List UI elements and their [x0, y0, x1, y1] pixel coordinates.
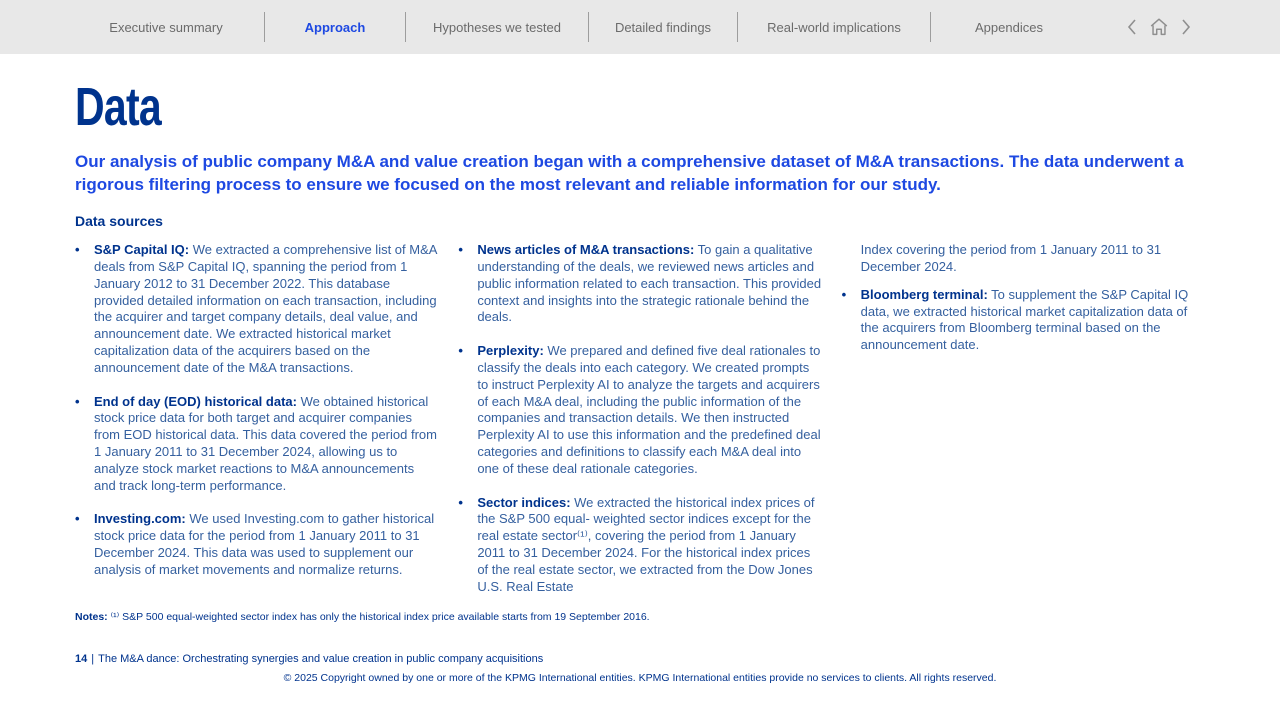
bullet-body: We prepared and defined five deal rationales to classify the deals into each category. We created prompts to instruct Perplexity AI to analyze the targets and acquirers of each M&A deal, including the public information of the companies and transaction details. We then instructed Perplexity AI to use this information and the predefined deal categories and definitions to classify each M&A deal into one of these deal rationale categories.: [477, 343, 821, 476]
bullet-icon: [75, 394, 94, 495]
bullet-text: [477, 242, 821, 326]
footer-separator: |: [91, 653, 95, 665]
list-item: [75, 242, 438, 376]
bullet-text: [94, 242, 438, 376]
report-title: The M&A dance: Orchestrating synergies and value creation in public company acquisitions: [98, 653, 544, 665]
sector-indices-continuation: Index covering the period from 1 January 2011 to 31 December 2024.: [860, 242, 1162, 275]
bullet-body: To gain a qualitative understanding of the deals, we reviewed news articles and public information related to each transaction. This provided context and insights into the strategic rationale behind the deals.: [477, 242, 822, 325]
tab-approach[interactable]: Approach: [304, 19, 366, 35]
bullet-lead: Sector indices:: [477, 494, 571, 510]
tab-executive-summary[interactable]: Executive summary: [109, 19, 223, 35]
bullet-body: We obtained historical stock price data for both target and acquirer companies from EOD historical data. This data covered the period from 1 January 2011 to 31 December 2024, allowing us to analyze stock market reactions to M&A announcements and track long-term performance.: [94, 393, 437, 493]
bullet-body: We used Investing.com to gather historical stock price data for the period from 1 January 2011 to 31 December 2024. This data was used to supplement our analysis of market movements and normalize returns.: [94, 511, 435, 577]
copyright-notice: © 2025 Copyright owned by one or more of the KPMG International entities. KPMG International entities provide no services to clients. All rights reserved.: [283, 672, 997, 684]
list-item: [842, 287, 1205, 354]
footnote-label: Notes:: [75, 611, 108, 624]
bullet-icon: [75, 511, 94, 578]
column-2: [458, 242, 821, 595]
nav-arrow-group: [1125, 16, 1193, 38]
top-navbar: [0, 0, 1280, 54]
intro-paragraph: Our analysis of public company M&A and value creation began with a comprehensive dataset of M&A transactions. The data underwent a rigorous filtering process to ensure we focused on the most relevant and reliable information for our study.: [75, 152, 1184, 195]
home-icon[interactable]: [1148, 16, 1170, 38]
bullet-body: We extracted the historical index prices of the S&P 500 equal- weighted sector indices except for the real estate sector⁽¹⁾, covering the period from 1 January 2011 to 31 December 2024. For the historical index prices of the real estate sector, we extracted from the Dow Jones U.S. Real Estate: [477, 494, 815, 594]
tab-detailed-findings[interactable]: Detailed findings: [614, 19, 712, 35]
footnote: [75, 611, 1205, 625]
nav-tabs: [68, 0, 1087, 54]
list-item: [458, 343, 821, 477]
data-sources-columns: [75, 242, 1205, 595]
bullet-lead: News articles of M&A transactions:: [477, 242, 695, 258]
bullet-lead: End of day (EOD) historical data:: [94, 393, 297, 409]
tab-real-world-implications[interactable]: Real-world implications: [767, 19, 901, 35]
bullet-text: [94, 394, 438, 495]
bullet-icon: [458, 343, 477, 477]
chevron-left-icon[interactable]: [1125, 17, 1139, 37]
page-number: 14: [75, 653, 88, 665]
list-item: [75, 394, 438, 495]
bullet-text: [94, 511, 438, 578]
bullet-icon: [458, 242, 477, 326]
bullet-text: [477, 495, 821, 596]
slide-content: [0, 77, 1280, 684]
bullet-lead: Perplexity:: [477, 343, 544, 359]
bullet-lead: S&P Capital IQ:: [94, 242, 190, 258]
bullet-icon: [842, 287, 861, 354]
tab-hypotheses-we-tested[interactable]: Hypotheses we tested: [433, 19, 561, 35]
bullet-icon: [458, 495, 477, 596]
bullet-lead: Investing.com:: [94, 511, 186, 527]
list-item: [458, 495, 821, 596]
column-1: [75, 242, 438, 595]
bullet-icon: [75, 242, 94, 376]
bullet-body: To supplement the S&P Capital IQ data, we extracted historical market capitalization data of the acquirers from Bloomberg terminal based on the announcement date.: [860, 286, 1189, 353]
bullet-lead: Bloomberg terminal:: [860, 286, 988, 302]
bullet-text: [477, 343, 821, 477]
bullet-body: We extracted a comprehensive list of M&A deals from S&P Capital IQ, spanning the period from 1 January 2012 to 31 December 2022. This database provided detailed information on each transaction, including the acquirer and target company details, deal value, and announcement date. We extracted historical market capitalization data of the acquirers based on the announcement date of the M&A transactions.: [94, 242, 437, 375]
column-3: [842, 242, 1205, 595]
bullet-text: [861, 287, 1205, 354]
chevron-right-icon[interactable]: [1179, 17, 1193, 37]
footnote-text: ⁽¹⁾ S&P 500 equal-weighted sector index has only the historical index price available starts from 19 September 2016.: [107, 611, 650, 624]
list-item: [458, 242, 821, 326]
page-title: Data: [75, 77, 161, 137]
page-footer: [75, 653, 1205, 665]
tab-appendices[interactable]: Appendices: [975, 19, 1043, 35]
list-item: [75, 511, 438, 578]
section-heading-data-sources: Data sources: [75, 213, 163, 230]
